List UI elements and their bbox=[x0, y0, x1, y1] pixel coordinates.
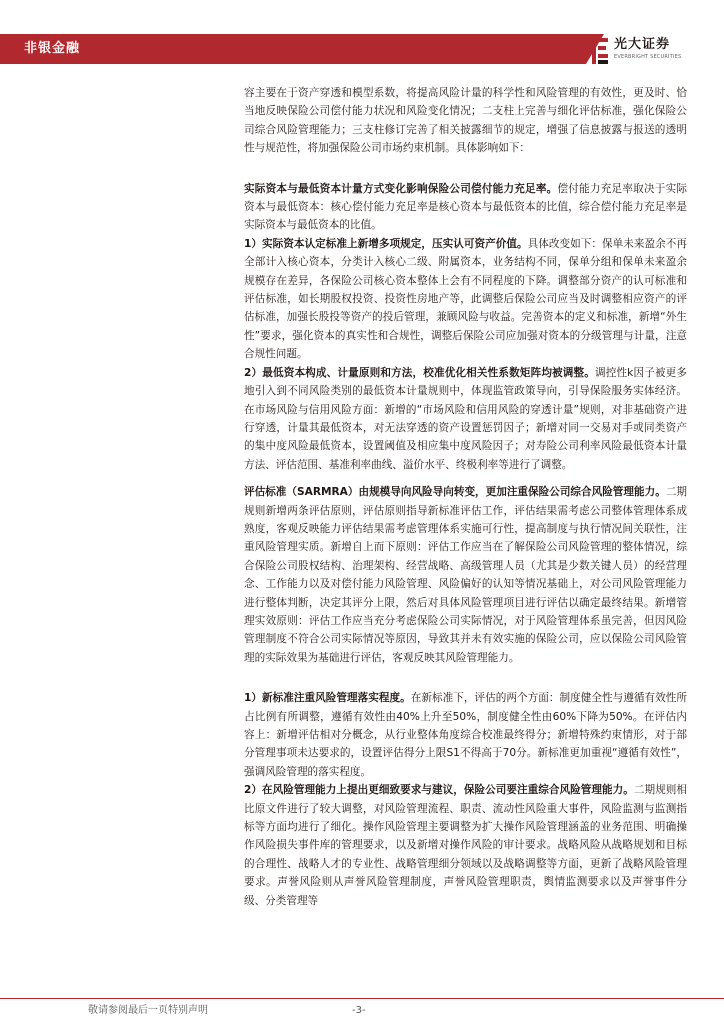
paragraph-text: 二期规则新增两条评估原则，评估原则指导新标准评估工作，评估结果需考虑公司整体管理体系成熟度，客观反映能力评估结果需考虑管理体系实施可行性，提高制度与执行情况间关联性，注重风险管理实质。新增自上而下原则：评估工作应当在了解保险公司风险管理的整体情况，综合保险公司股权结构、治理架构、经营战略、高级管理人员（尤其是少数关键人员）的经营理念、工作能力以及对偿付能力风险管理、风险偏好的认知等情况基础上，对公司风险管理能力进行整体判断，决定其评分上限，然后对具体风险管理项目进行评估以确定最终结果。新增管理实效原则：评估工作应当充分考虑保险公司实际情况，对于风险管理体系虽完善，但因风险管理制度不符合公司实际情况等原因，导致其并未有效实施的保险公司，应以保险公司风险管理的实际效果为基础进行评估，客观反映其风险管理能力。 bbox=[244, 486, 688, 664]
paragraph-intro: 容主要在于资产穿透和模型系数，将提高风险计量的科学性和风险管理的有效性，更及时、恰当地反映保险公司偿付能力状况和风险变化情况；二支柱上完善与细化评估标准，强化保险公司综合风险管理能力；三支柱修订完善了相关披露细节的规定，增强了信息披露与报送的透明性与规范性，将加强保险公司市场约束机制。具体影响如下： bbox=[244, 87, 687, 155]
paragraph-new-standard bbox=[244, 689, 687, 781]
paragraph-text: 偿付能力充足率取决于实际资本与最低资本：核心偿付能力充足率是核心资本与最低资本的比值，综合偿付能力充足率是实际资本与最低资本的比值。 bbox=[244, 182, 688, 232]
logo-name: 光大证券 bbox=[614, 37, 671, 52]
paragraph-heading: 2）在风险管理能力上提出更细致要求与建议，保险公司要注重综合风险管理能力。 bbox=[244, 784, 634, 797]
paragraph-text: 调控性k因子被更多地引入到不同风险类别的最低资本计量规则中，体现监管政策导向，引导保险服务实体经济。在市场风险与信用风险方面：新增的“市场风险和信用风险的穿透计量”规则，对非基础资产进行穿透，计量其最低资本，对无法穿透的资产设置惩罚因子；新增对同一交易对手或同类资产的集中度风险最低资本，设置阈值及相应集中度风险因子；对寿险公司利率风险最低资本计量方法、评估范围、基准利率曲线、溢价水平、终极利率等进行了调整。 bbox=[244, 366, 687, 471]
paragraph-capital bbox=[244, 180, 687, 235]
logo-subtitle: EVERBRIGHT SECURITIES bbox=[614, 54, 682, 60]
page-number: -3- bbox=[352, 1005, 366, 1016]
footer-divider bbox=[0, 998, 724, 999]
paragraph-minimum-capital bbox=[244, 364, 687, 474]
paragraph-heading: 评估标准（SARMRA）由规模导向风险导向转变，更加注重保险公司综合风险管理能力。 bbox=[244, 486, 666, 499]
section-title: 非银金融 bbox=[24, 41, 81, 56]
paragraph-text: 在新标准下，评估的两个方面：制度健全性与遵循有效性所占比例有所调整，遵循有效性由40%上升至50%，制度健全性由60%下降为50%。在评估内容上：新增评估相对分概念，从行业整体角度综合校准最终得分；新增特殊约束情形，对于部分管理事项未达要求的，设置评估得分上限S1不得高于70分。新标准更加重视“遵循有效性”，强调风险管理的落实程度。 bbox=[244, 692, 687, 778]
paragraph-heading: 1）实际资本认定标准上新增多项规定，压实认可资产价值。 bbox=[244, 237, 528, 250]
logo-mark-icon bbox=[592, 38, 608, 64]
paragraph-heading: 2）最低资本构成、计量原则和方法，校准优化相关性系数矩阵均被调整。 bbox=[244, 366, 595, 379]
paragraph-sarmra bbox=[244, 483, 687, 667]
header-band bbox=[0, 34, 586, 64]
paragraph-heading: 1）新标准注重风险管理落实程度。 bbox=[244, 692, 411, 705]
report-body bbox=[244, 84, 687, 910]
paragraph-actual-capital bbox=[244, 235, 687, 364]
paragraph-text: 二期规则相比原文件进行了较大调整，对风险管理流程、职责、流动性风险重大事件，风险监测与监测指标等方面均进行了细化。操作风险管理主要调整为扩大操作风险管理涵盖的业务范围、明确操作风险损失事件库的管理要求，以及新增对操作风险的审计要求。战略风险从战略规划和目标的合理性、战略人才的专业性、战略管理细分领域以及战略调整等方面，更新了战略风险管理要求。声誉风险则从声誉风险管理制度，声誉风险管理职责，舆情监测要求以及声誉事件分级、分类管理等 bbox=[244, 784, 687, 907]
paragraph-text: 具体改变如下：保单未来盈余不再全部计入核心资本，分类计入核心二级、附属资本，业务结构不同，保单分组和保单未来盈余规模存在差异，各保险公司核心资本整体上会有不同程度的下降。调整部分资产的认可标准和评估标准，如长期股权投资、投资性房地产等，此调整后保险公司应当及时调整相应资产的评估标准，加强长股投等资产的投后管理，兼顾风险与收益。完善资本的定义和标准，新增“外生性”要求，强化资本的真实性和合规性，调整后保险公司应加强对资本的分级管理与计量，注意合规性问题。 bbox=[244, 237, 687, 361]
paragraph-heading: 实际资本与最低资本计量方式变化影响保险公司偿付能力充足率。 bbox=[244, 182, 558, 195]
paragraph-risk-management bbox=[244, 781, 687, 910]
disclaimer-note: 敬请参阅最后一页特别声明 bbox=[88, 1005, 208, 1016]
company-logo bbox=[592, 36, 712, 66]
